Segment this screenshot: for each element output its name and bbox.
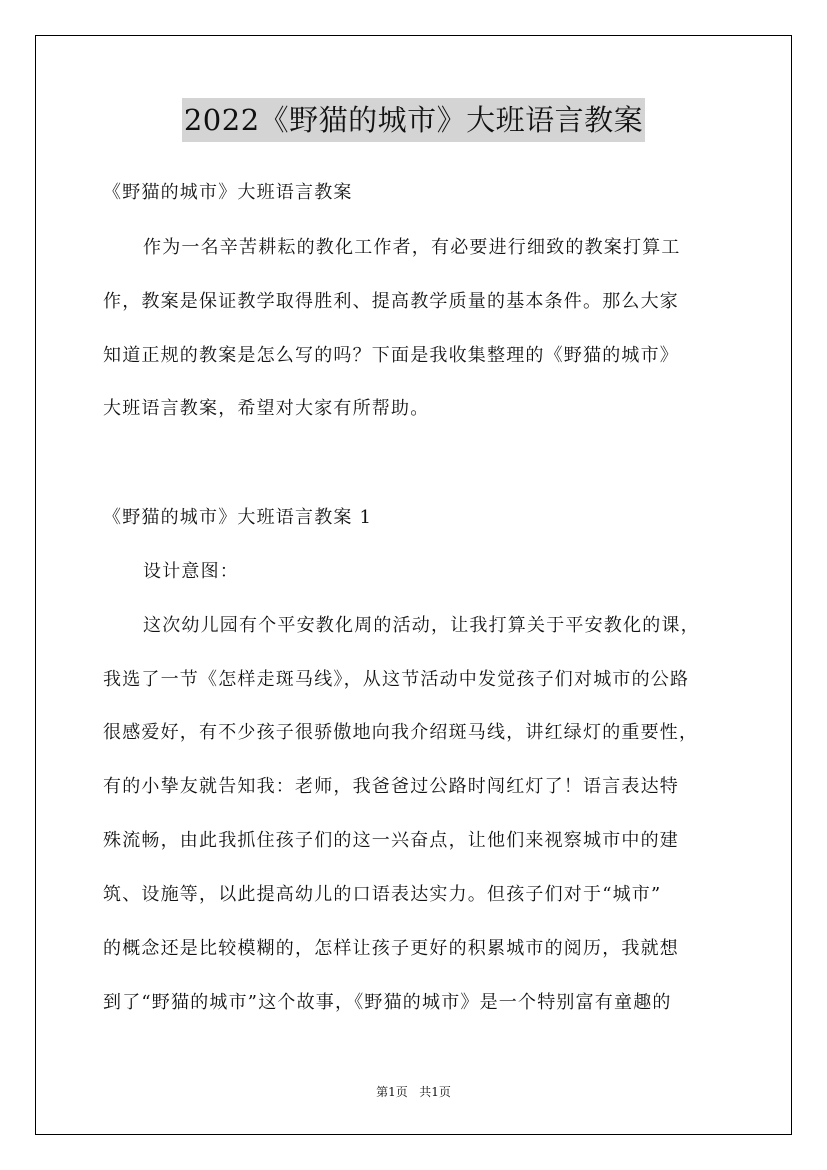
design-intent-label: 设计意图： — [143, 561, 239, 582]
body-line: 很感爱好，有不少孩子很骄傲地向我介绍斑马线，讲红绿灯的重要性， — [103, 722, 699, 743]
section-heading: 《野猫的城市》大班语言教案 1 — [103, 507, 373, 528]
intro-line: 作，教案是保证教学取得胜利、提高教学质量的基本条件。那么大家 — [103, 291, 679, 312]
body-line: 到了“野猫的城市”这个故事，《野猫的城市》是一个特别富有童趣的 — [103, 992, 672, 1013]
intro-line: 大班语言教案，希望对大家有所帮助。 — [103, 398, 430, 419]
body-line: 筑、设施等，以此提高幼儿的口语表达实力。但孩子们对于“城市” — [103, 884, 662, 905]
page-number: 第1页 共1页 — [376, 1085, 451, 1099]
document-subtitle: 《野猫的城市》大班语言教案 — [103, 182, 353, 203]
title-container — [0, 98, 827, 142]
body-line: 有的小挚友就告知我：老师，我爸爸过公路时闯红灯了！语言表达特 — [103, 776, 679, 797]
body-line: 我选了一节《怎样走斑马线》，从这节活动中发觉孩子们对城市的公路 — [103, 669, 690, 690]
intro-line: 知道正规的教案是怎么写的吗？下面是我收集整理的《野猫的城市》 — [103, 345, 679, 366]
body-line: 殊流畅，由此我抓住孩子们的这一兴奋点，让他们来视察城市中的建 — [103, 830, 679, 851]
intro-line: 作为一名辛苦耕耘的教化工作者，有必要进行细致的教案打算工 — [143, 237, 681, 258]
document-title: 2022《野猫的城市》大班语言教案 — [182, 98, 645, 142]
body-line: 这次幼儿园有个平安教化周的活动，让我打算关于平安教化的课， — [143, 615, 700, 636]
body-line: 的概念还是比较模糊的，怎样让孩子更好的积累城市的阅历，我就想 — [103, 938, 679, 959]
